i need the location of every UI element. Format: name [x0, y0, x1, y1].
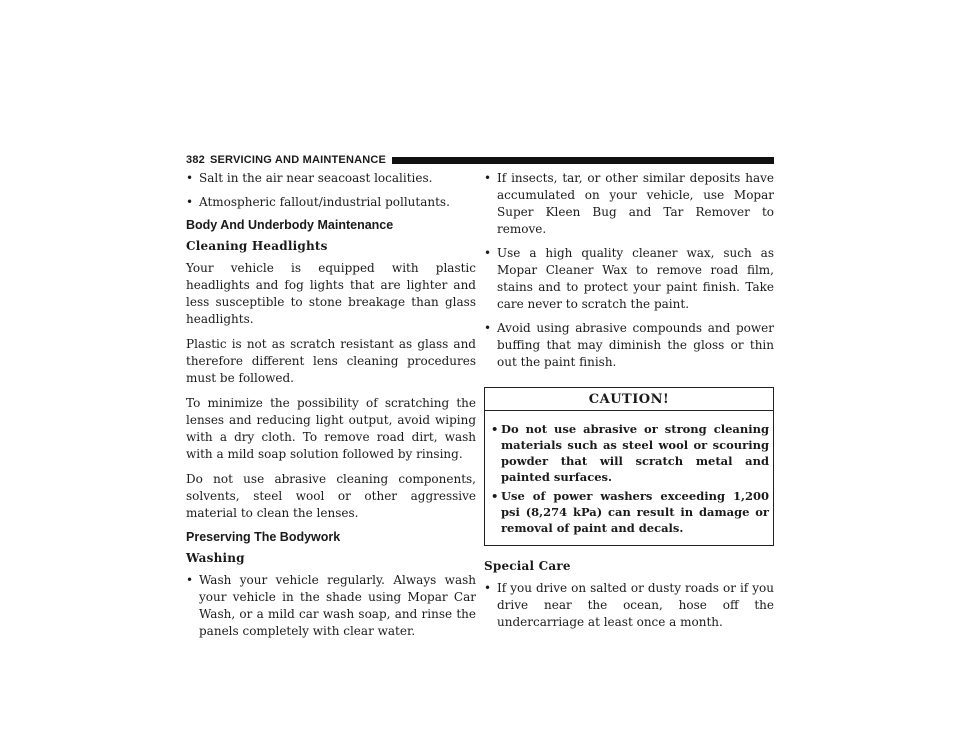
caution-list — [485, 411, 773, 545]
caution-item: • Do not use abrasive or strong cleaning materials such as steel wool or scouring powder that will scratch metal and painted surfaces. — [491, 421, 769, 485]
heading-washing: Washing — [186, 551, 245, 565]
list-item: • Wash your vehicle regularly. Always wash your vehicle in the shade using Mopar Car Wash, or a mild car wash soap, and rinse the panels completely with clear water. — [186, 572, 476, 640]
caution-title: CAUTION! — [485, 388, 773, 411]
heading-special-care: Special Care — [484, 559, 571, 573]
caution-item: • Use of power washers exceeding 1,200 psi (8,274 kPa) can result in damage or removal of paint and decals. — [491, 488, 769, 536]
paragraph: Your vehicle is equipped with plastic headlights and fog lights that are lighter and less susceptible to stone breakage than glass headlights. — [186, 261, 476, 326]
list-item: • If insects, tar, or other similar deposits have accumulated on your vehicle, use Mopar Super Kleen Bug and Tar Remover to remove. — [484, 170, 774, 238]
list-item: • Avoid using abrasive compounds and power buffing that may diminish the gloss or thin out the paint finish. — [484, 320, 774, 371]
left-column — [186, 170, 476, 647]
page-header — [186, 153, 774, 167]
paragraph: Plastic is not as scratch resistant as glass and therefore different lens cleaning procedures must be followed. — [186, 337, 476, 385]
right-column — [484, 170, 774, 638]
list-item: • If you drive on salted or dusty roads or if you drive near the ocean, hose off the undercarriage at least once a month. — [484, 580, 774, 631]
section-title: SERVICING AND MAINTENANCE — [209, 154, 387, 166]
caution-box — [484, 387, 774, 546]
paragraph: Do not use abrasive cleaning components, solvents, steel wool or other aggressive material to clean the lenses. — [186, 472, 476, 520]
heading-body-maintenance: Body And Underbody Maintenance — [186, 218, 394, 232]
bullet-list-right — [484, 170, 774, 371]
list-item: • Atmospheric fallout/industrial pollutants. — [186, 194, 476, 211]
heading-preserving-bodywork: Preserving The Bodywork — [186, 530, 341, 544]
page-number: 382 — [186, 154, 205, 166]
heading-cleaning-headlights: Cleaning Headlights — [186, 239, 328, 253]
list-item: • Salt in the air near seacoast localities. — [186, 170, 476, 187]
header-rule — [392, 157, 774, 164]
special-care-list — [484, 580, 774, 631]
washing-list — [186, 572, 476, 640]
bullet-list-top — [186, 170, 476, 211]
paragraph: To minimize the possibility of scratching the lenses and reducing light output, avoid wiping with a dry cloth. To remove road dirt, wash with a mild soap solution followed by rinsing. — [186, 396, 476, 461]
list-item: • Use a high quality cleaner wax, such as Mopar Cleaner Wax to remove road film, stains and to protect your paint finish. Take care never to scratch the paint. — [484, 245, 774, 313]
